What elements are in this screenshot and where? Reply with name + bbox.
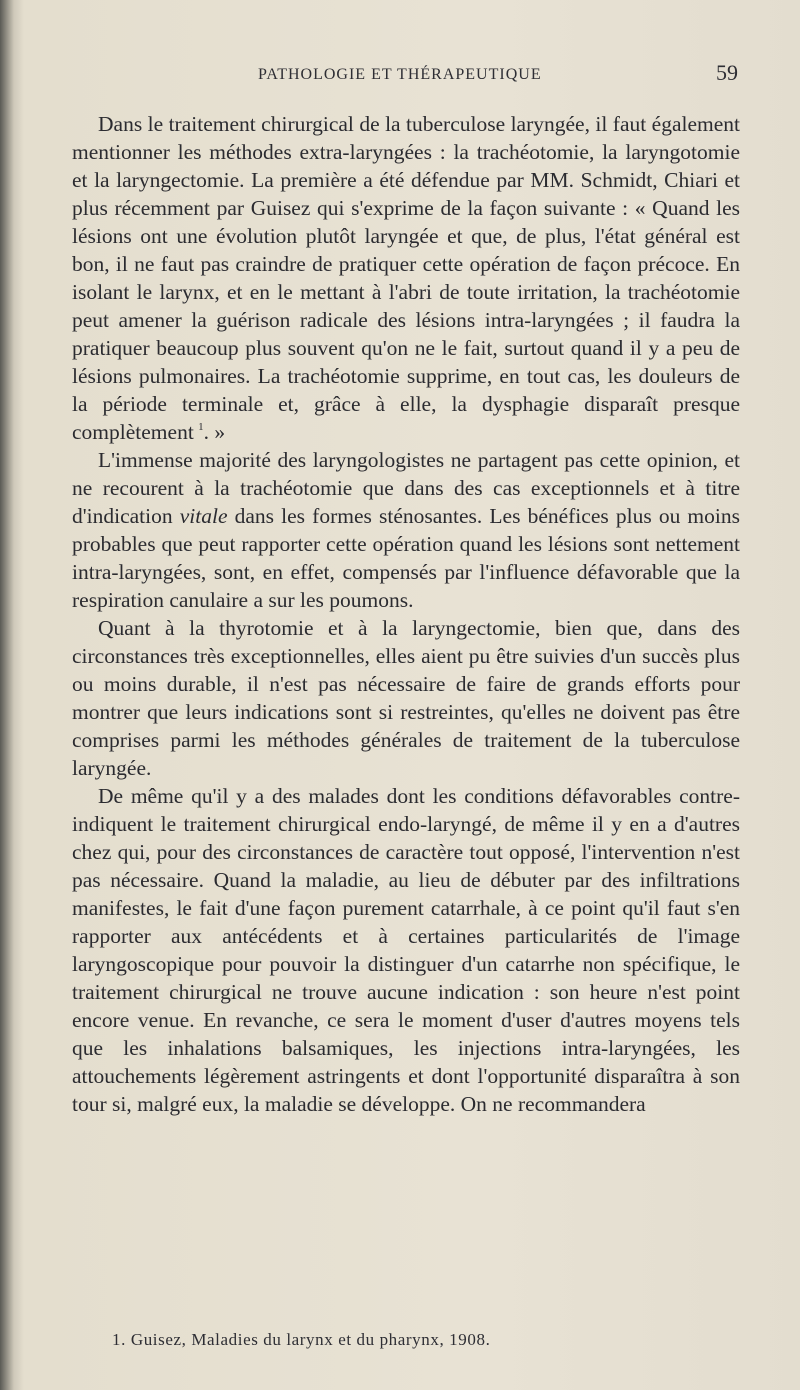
running-head: PATHOLOGIE ET THÉRAPEUTIQUE bbox=[258, 66, 542, 83]
paragraph-3: Quant à la thyrotomie et à la laryngectomie, bien que, dans des circonstances très exceptionnelles, elles aient pu être suivies d'un succès plus ou moins durable, il n'est pas nécessaire de faire de grands efforts pour montrer que leurs indications sont si restreintes, qu'elles ne doivent pas être comprises parmi les méthodes générales de traitement de la tuberculose laryngée. bbox=[72, 616, 740, 780]
body-text bbox=[72, 110, 740, 1118]
emphasis-vitale: vitale bbox=[179, 504, 228, 528]
paragraph-1-end: . » bbox=[203, 420, 226, 444]
footnote bbox=[112, 1330, 490, 1350]
paragraph-2-text: L'immense majorité des laryngologistes ne partagent pas cette opinion, et ne recourent à la trachéotomie que dans des cas exceptionnels et à titre d'indication bbox=[72, 448, 740, 528]
paragraph-2-end: dans les formes sténosantes. Les bénéfices plus ou moins probables que peut rapporter cette opération quand les lésions sont nettement intra-laryngées, sont, en effet, compensés par l'influence défavorable que la respiration canulaire a sur les poumons. bbox=[72, 504, 741, 612]
footnote-number: 1. bbox=[112, 1330, 126, 1349]
paragraph-2 bbox=[72, 446, 740, 614]
paragraph-4: De même qu'il y a des malades dont les conditions défavorables contre-indiquent le traitement chirurgical endo-laryngé, de même il y en a d'autres chez qui, pour des circonstances de caractère tout opposé, l'intervention n'est pas nécessaire. Quand la maladie, au lieu de débuter par des infiltrations manifestes, le fait d'une façon purement catarrhale, à ce point qu'il faut s'en rapporter aux antécédents et à certaines particularités de l'image laryngoscopique pour pouvoir la distinguer d'un catarrhe non spécifique, le traitement chirurgical ne trouve aucune indication : son heure n'est point encore venue. En revanche, ce sera le moment d'user d'autres moyens tels que les inhalations balsamiques, les injections intra-laryngées, les attouchements légèrement astringents et dont l'opportunité disparaîtra à son tour si, malgré eux, la maladie se développe. On ne recommandera bbox=[72, 784, 740, 1116]
page-number: 59 bbox=[716, 60, 738, 85]
paragraph-1 bbox=[72, 110, 740, 446]
footnote-text: Guisez, Maladies du larynx et du pharynx, 1908. bbox=[130, 1330, 491, 1349]
paragraph-1-text: Dans le traitement chirurgical de la tuberculose laryngée, il faut également mentionner les méthodes extra-laryngées : la trachéotomie, la laryngotomie et la laryngectomie. La première a été défendue par MM. Schmidt, Chiari et plus récemment par Guisez qui s'exprime de la façon suivante : « Quand les lésions ont une évolution plutôt laryngée et que, de plus, l'état général est bon, il ne faut pas craindre de pratiquer cette opération de façon précoce. En isolant le larynx, et en le mettant à l'abri de toute irritation, la trachéotomie peut amener la guérison radicale des lésions intra-laryngées ; il faudra la pratiquer beaucoup plus souvent qu'on ne le fait, surtout quand il y a peu de lésions pulmonaires. La trachéotomie supprime, en tout cas, les douleurs de la période terminale et, grâce à elle, la dysphagie disparaît presque complètement bbox=[72, 112, 740, 444]
footnote-reference: 1 bbox=[198, 421, 204, 433]
